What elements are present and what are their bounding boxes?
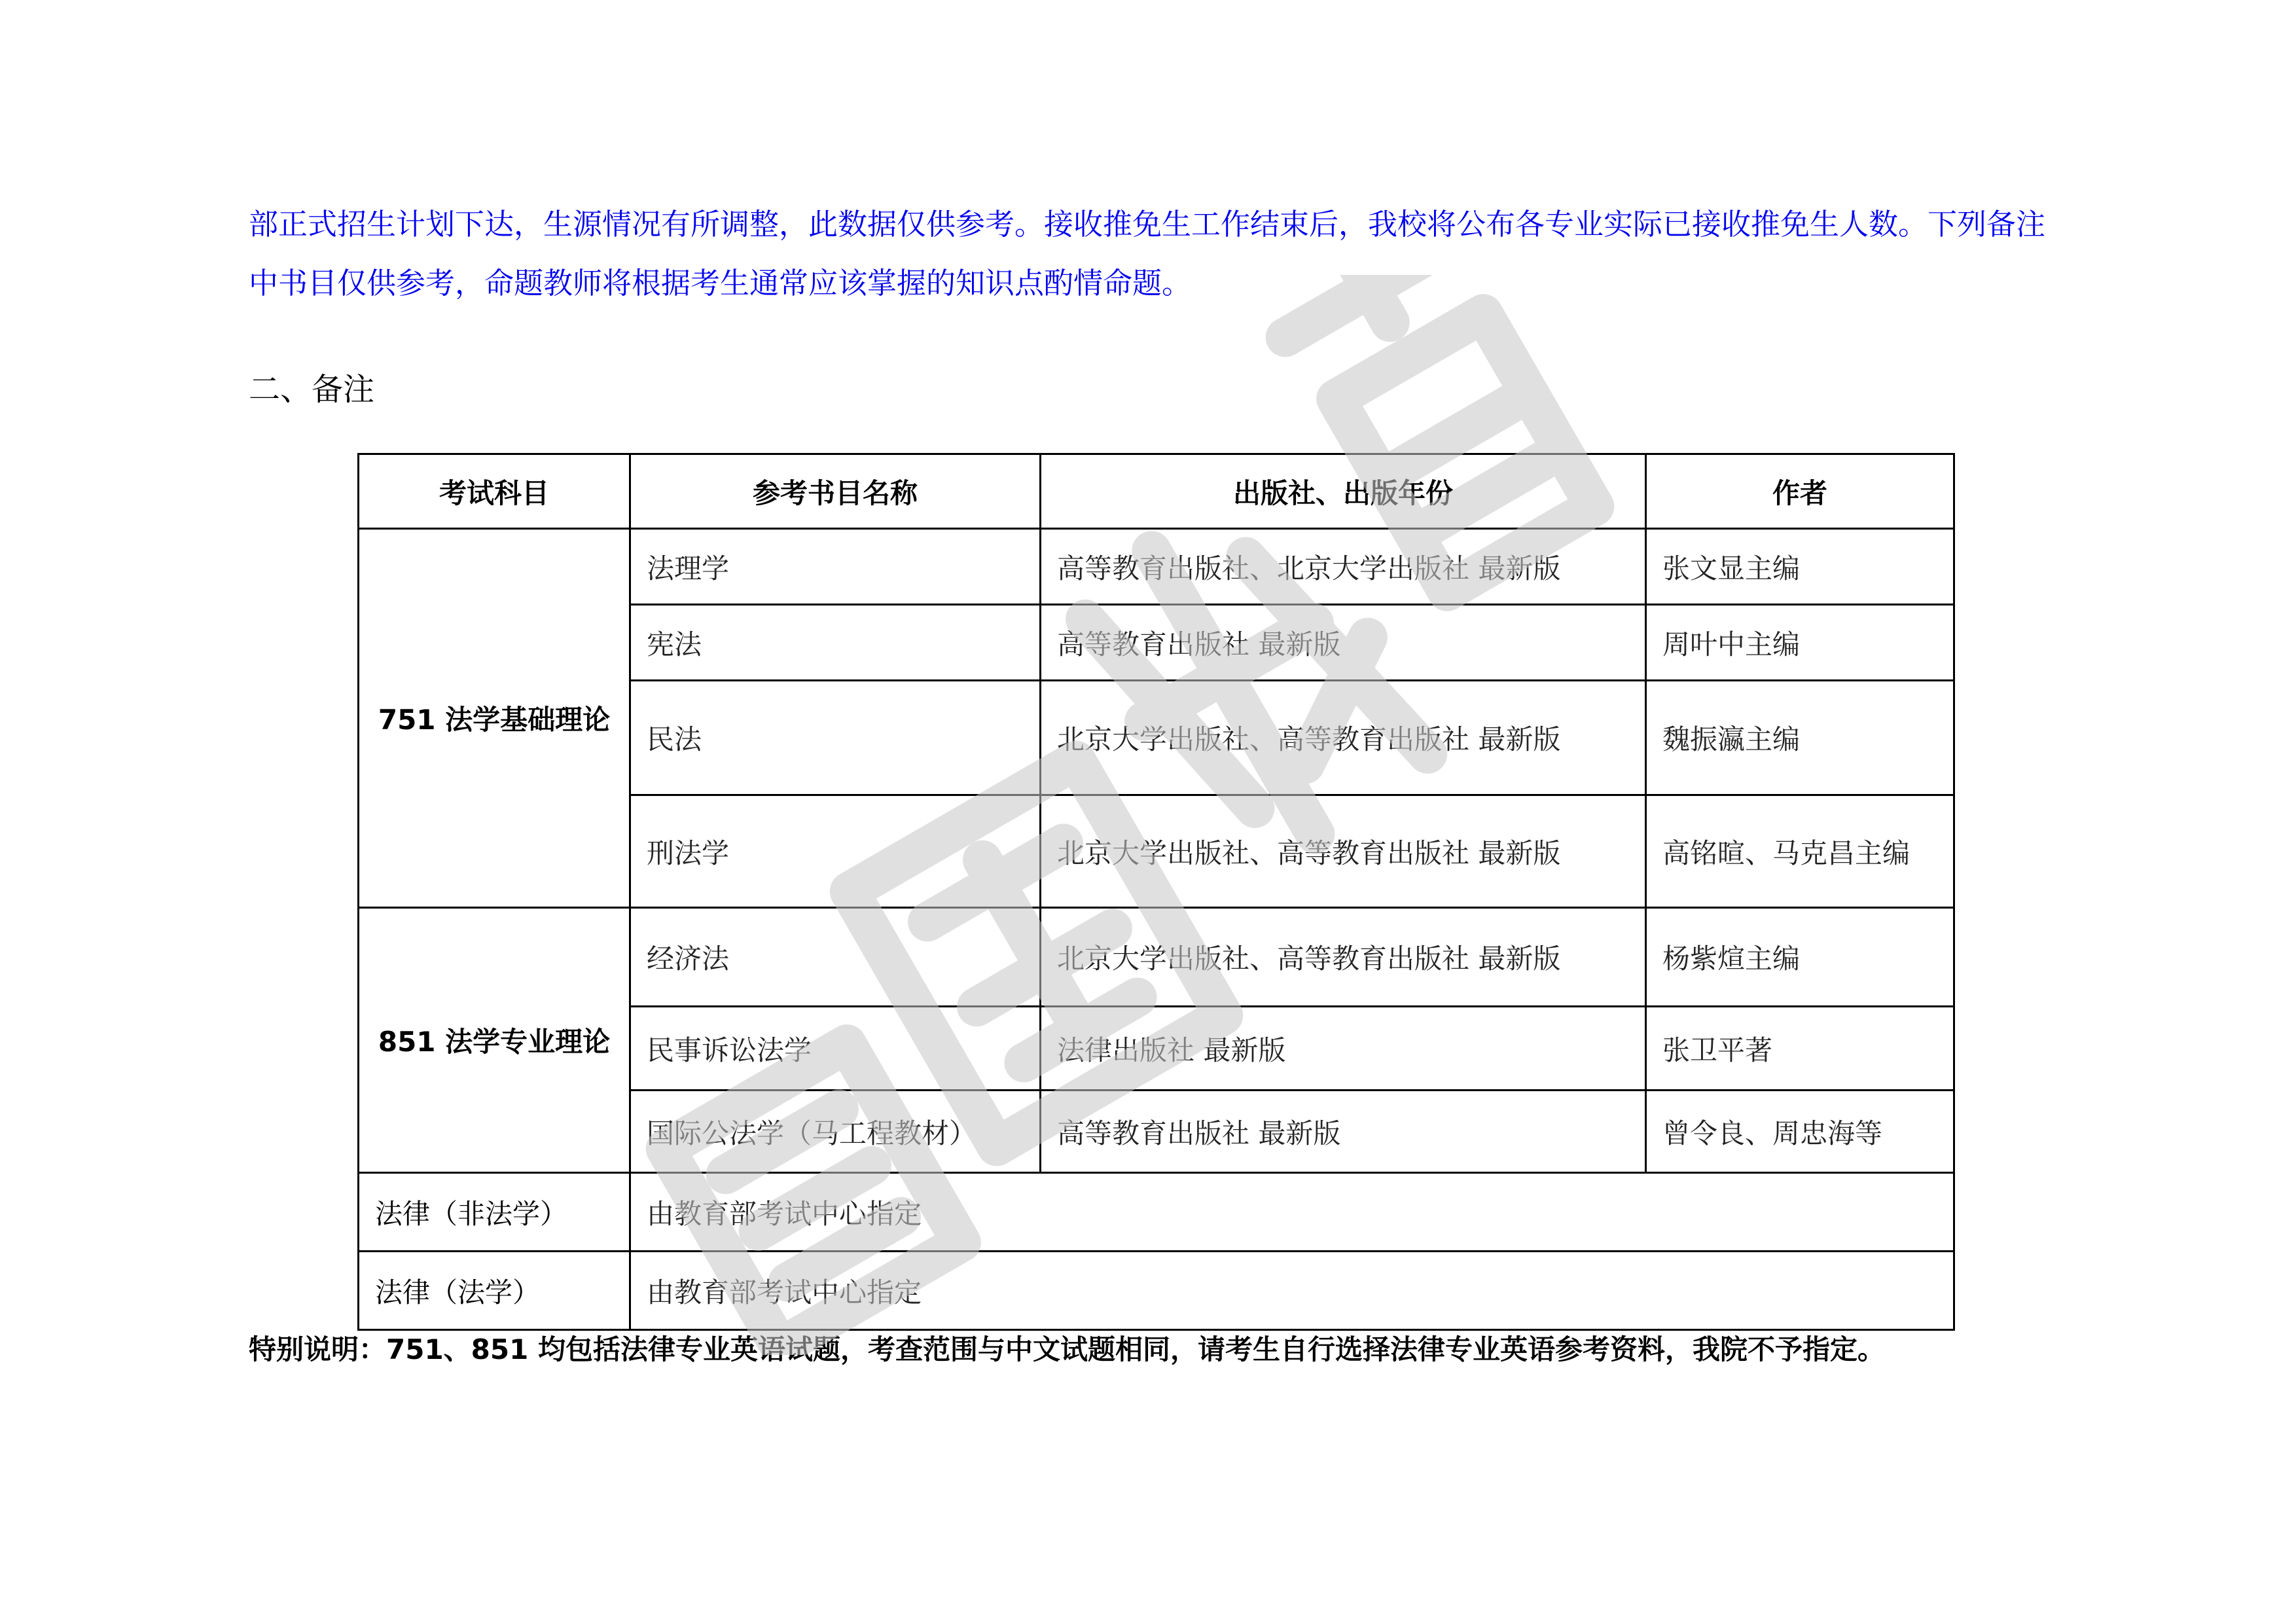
header-author: 作者 [1646, 454, 1954, 529]
publisher-cell: 高等教育出版社 最新版 [1041, 1091, 1646, 1173]
author-cell: 张卫平著 [1646, 1007, 1954, 1091]
table-row [359, 529, 1954, 605]
subject-cell-law-non-law: 法律（非法学） [359, 1173, 630, 1252]
book-cell: 民事诉讼法学 [630, 1007, 1041, 1091]
publisher-cell: 北京大学出版社、高等教育出版社 最新版 [1041, 795, 1646, 908]
table-header-row [359, 454, 1954, 529]
author-cell: 高铭暄、马克昌主编 [1646, 795, 1954, 908]
header-subject: 考试科目 [359, 454, 630, 529]
publisher-cell: 高等教育出版社 最新版 [1041, 605, 1646, 681]
table-row [359, 908, 1954, 1007]
author-cell: 张文显主编 [1646, 529, 1954, 605]
author-cell: 杨紫煊主编 [1646, 908, 1954, 1007]
book-cell: 法理学 [630, 529, 1041, 605]
reference-book-table [357, 453, 1955, 1331]
author-cell: 周叶中主编 [1646, 605, 1954, 681]
subject-cell-law-law: 法律（法学） [359, 1252, 630, 1330]
table-row [359, 1173, 1954, 1252]
section-heading: 二、备注 [249, 371, 375, 408]
header-book: 参考书目名称 [630, 454, 1041, 529]
book-cell: 经济法 [630, 908, 1041, 1007]
book-cell: 宪法 [630, 605, 1041, 681]
designated-note-cell: 由教育部考试中心指定 [630, 1252, 1954, 1330]
intro-paragraph: 部正式招生计划下达，生源情况有所调整，此数据仅供参考。接收推免生工作结束后，我校将公布各专业实际已接收推免生人数。下列备注中书目仅供参考，命题教师将根据考生通常应该掌握的知识点酌情命题。 [249, 207, 2046, 300]
book-cell: 刑法学 [630, 795, 1041, 908]
special-note: 特别说明：751、851 均包括法律专业英语试题，考查范围与中文试题相同，请考生自行选择法律专业英语参考资料，我院不予指定。 [249, 1333, 1885, 1365]
publisher-cell: 法律出版社 最新版 [1041, 1007, 1646, 1091]
publisher-cell: 北京大学出版社、高等教育出版社 最新版 [1041, 681, 1646, 795]
designated-note-cell: 由教育部考试中心指定 [630, 1173, 1954, 1252]
publisher-cell: 北京大学出版社、高等教育出版社 最新版 [1041, 908, 1646, 1007]
author-cell: 曾令良、周忠海等 [1646, 1091, 1954, 1173]
book-cell: 国际公法学（马工程教材） [630, 1091, 1041, 1173]
table-row [359, 1252, 1954, 1330]
publisher-cell: 高等教育出版社、北京大学出版社 最新版 [1041, 529, 1646, 605]
subject-cell-851: 851 法学专业理论 [359, 908, 630, 1173]
book-cell: 民法 [630, 681, 1041, 795]
author-cell: 魏振瀛主编 [1646, 681, 1954, 795]
header-publisher: 出版社、出版年份 [1041, 454, 1646, 529]
subject-cell-751: 751 法学基础理论 [359, 529, 630, 908]
